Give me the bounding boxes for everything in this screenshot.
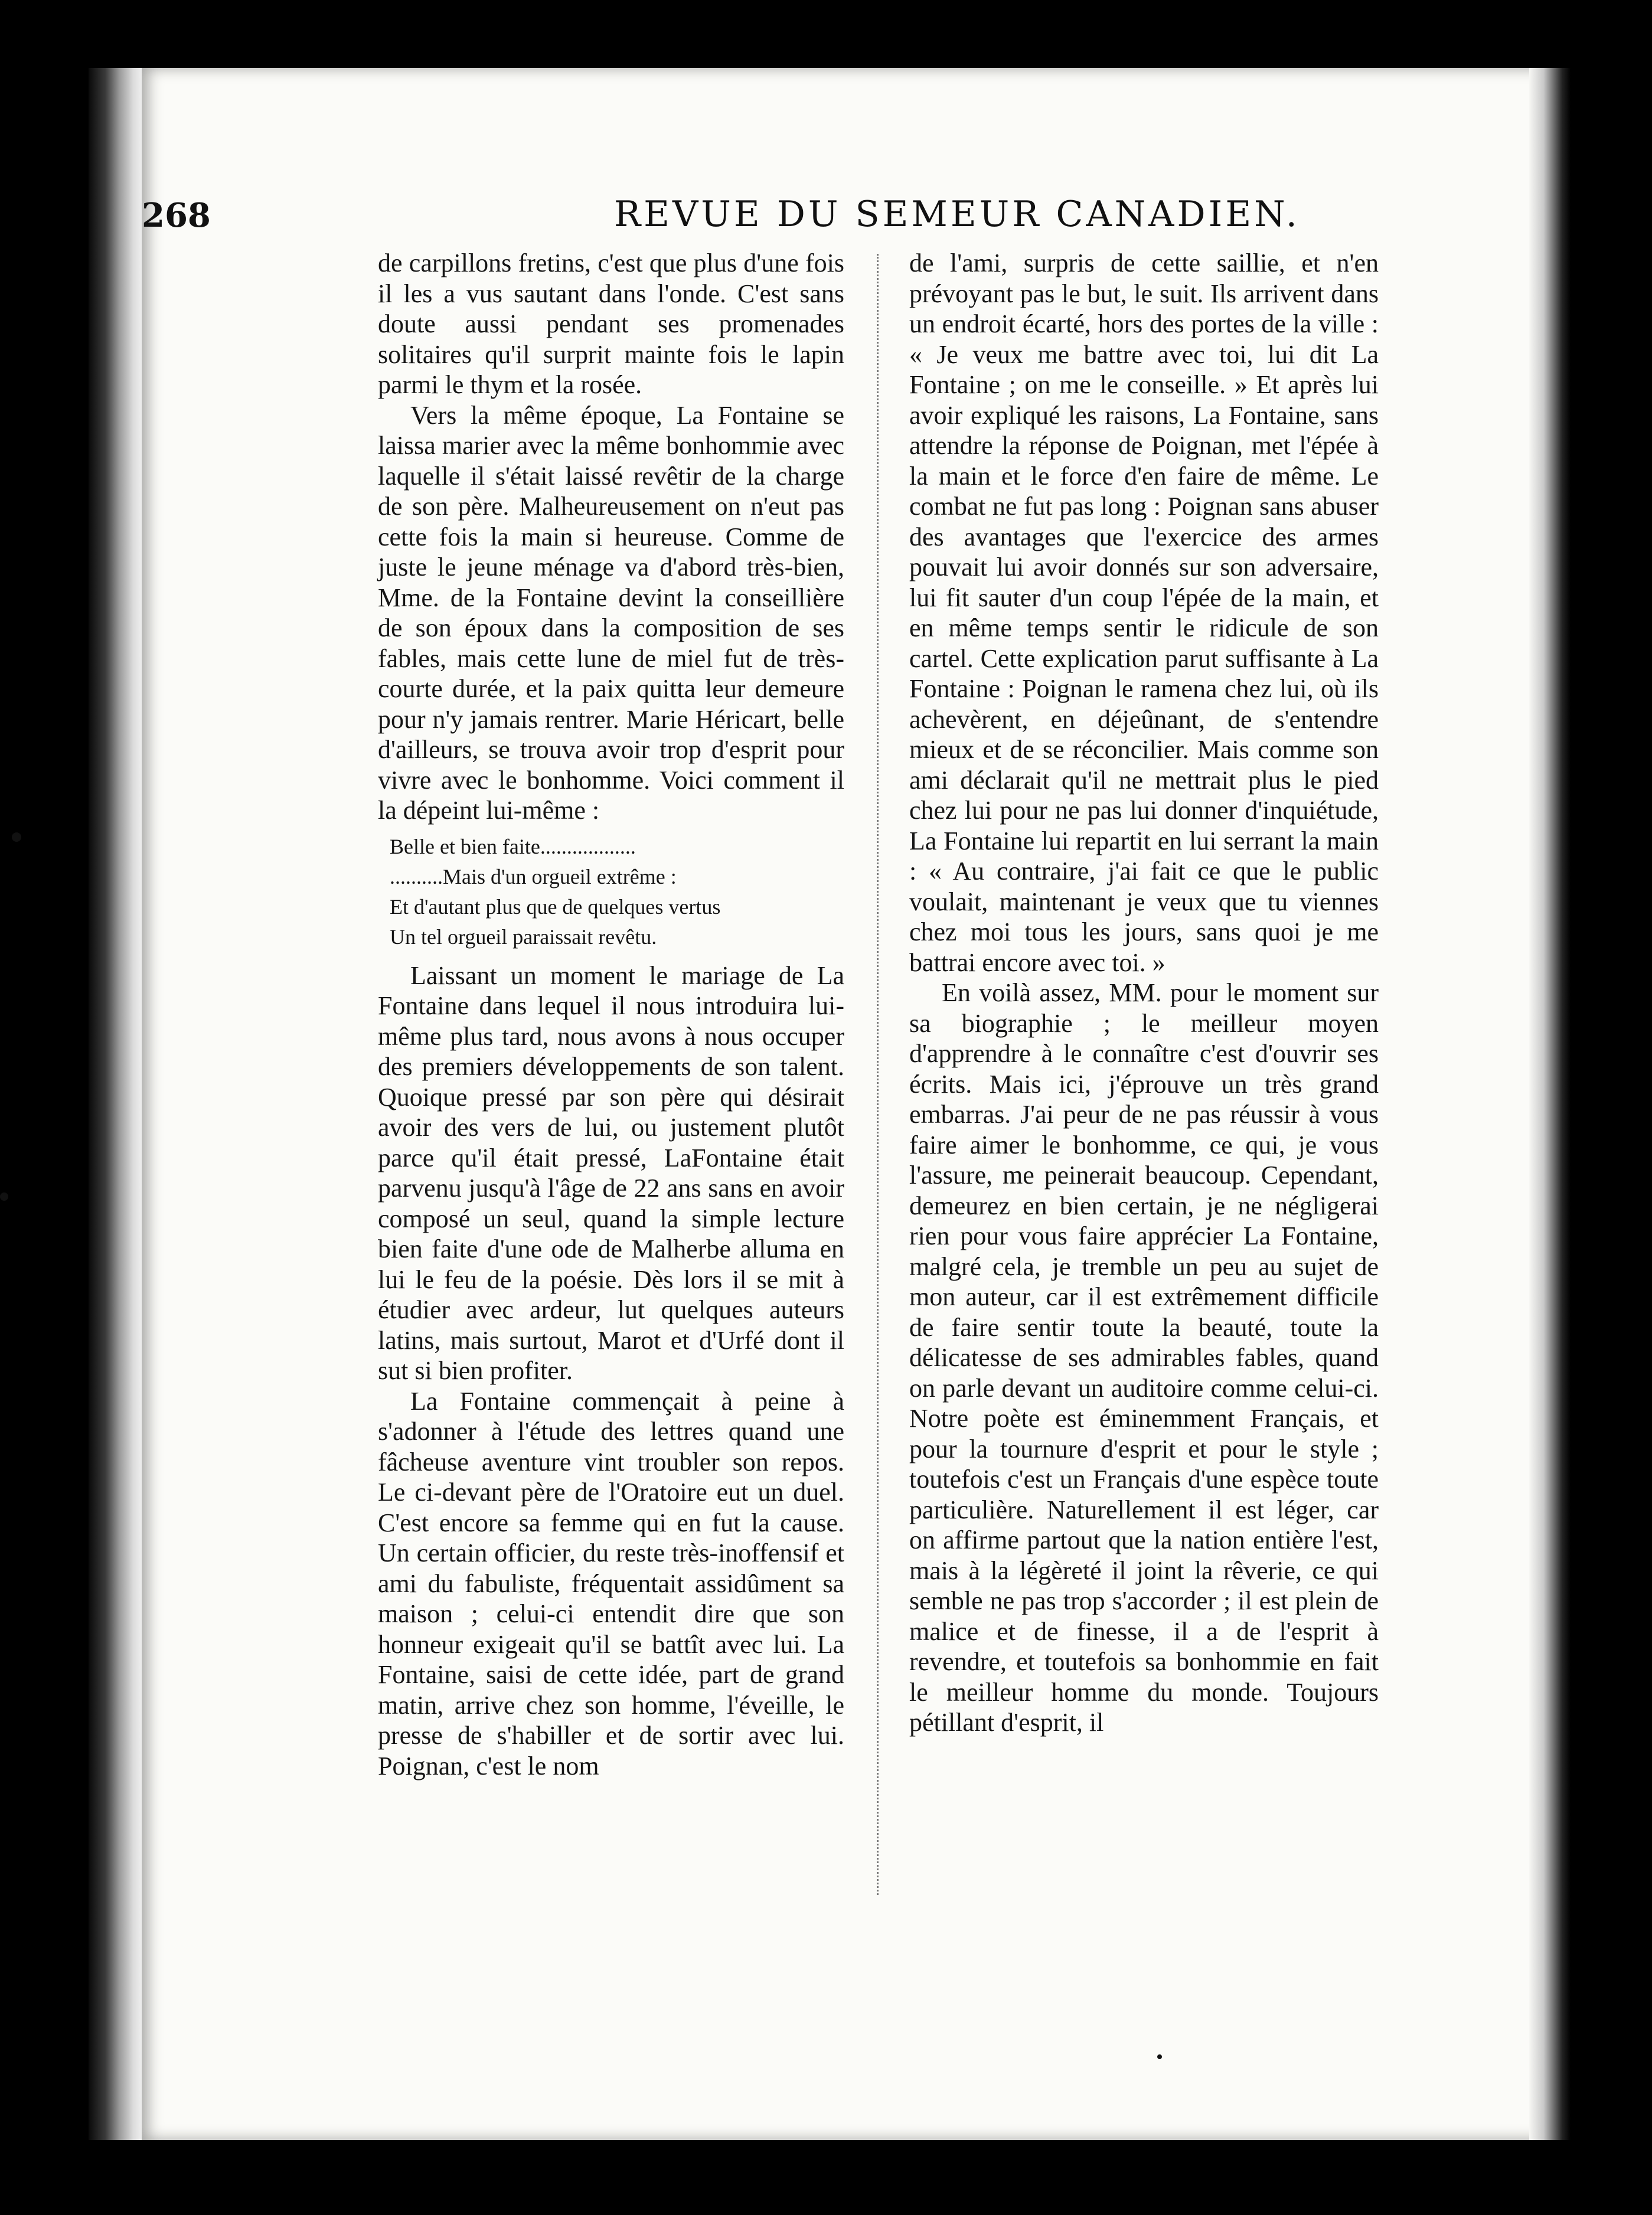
column-divider <box>877 254 880 1895</box>
scan-speck <box>1157 2054 1162 2059</box>
paragraph: La Fontaine commençait à peine à s'adonner à l'étude des lettres quand une fâcheuse aventure vint troubler son repos. Le ci-devant père de l'Oratoire eut un duel. C'est encore sa femme qui en fut la cause. Un certain officier, du reste très-inoffensif et ami du fabuliste, fréquentait assidûment sa maison ; celui-ci entendit dire que son honneur exigeait qu'il se battît avec lui. La Fontaine, saisi de cette idée, part de grand matin, arrive chez son homme, l'éveille, le presse de s'habiller et de sortir avec lui. Poignan, c'est le nom <box>378 1386 844 1781</box>
text-column-right <box>909 248 1379 1738</box>
paragraph: de l'ami, surpris de cette saillie, et n'en prévoyant pas le but, le suit. Ils arrivent dans un endroit écarté, hors des portes de la ville : « Je veux me battre avec toi, lui dit La Fontaine ; on me le conseille. » Et après lui avoir expliqué les raisons, La Fontaine, sans attendre la réponse de Poignan, met l'épée à la main et le force d'en faire de même. Le combat ne fut pas long : Poignan sans abuser des avantages que l'exercice des armes pouvait lui avoir donnés sur son adversaire, lui fit sauter d'un coup l'épée de la main, et en même temps sentir le ridicule de son cartel. Cette explication parut suffisante à La Fontaine : Poignan le ramena chez lui, où ils achevèrent, en déjeûnant, de s'entendre mieux et de se réconcilier. Mais comme son ami déclarait qu'il ne mettrait plus le pied chez lui pour ne pas lui donner d'inquiétude, La Fontaine lui repartit en lui serrant la main : « Au contraire, j'ai fait ce que le public voulait, maintenant je veux que tu viennes chez moi tous les jours, sans quoi je me battrai encore avec toi. » <box>909 249 1379 977</box>
journal-title: REVUE DU SEMEUR CANADIEN. <box>614 194 1300 235</box>
verse-line: ..........Mais d'un orgueil extrême : <box>390 864 677 888</box>
scan-left-margin <box>89 68 145 2140</box>
verse-line: Et d'autant plus que de quelques vertus <box>390 894 721 919</box>
verse-quote <box>390 832 844 952</box>
paragraph: de carpillons fretins, c'est que plus d'une fois il les a vus sautant dans l'onde. C'est sans doute aussi pendant ses promenades solitaires qu'il surprit mainte fois le lapin parmi le thym et la rosée. <box>378 249 844 399</box>
paragraph: Laissant un moment le mariage de La Fontaine dans lequel il nous introduira lui-même plus tard, nous avons à nous occuper des premiers développements de son talent. Quoique pressé par son père qui désirait avoir des vers de lui, ou justement plutôt parce qu'il était pressé, LaFontaine était parvenu jusqu'à l'âge de 22 ans sans en avoir composé un seul, quand la simple lecture bien faite d'une ode de Malherbe alluma en lui le feu de la poésie. Dès lors il se mit à étudier avec ardeur, lut quelques auteurs latins, mais surtout, Marot et d'Urfé dont il sut si bien profiter. <box>378 961 844 1385</box>
scan-speck <box>12 832 21 842</box>
page-number: 268 <box>142 196 211 235</box>
scan-speck <box>0 1193 8 1201</box>
text-column-left <box>378 248 844 1781</box>
paragraph: Vers la même époque, La Fontaine se laissa marier avec la même bonhommie avec laquelle il s'était laissé revêtir de la charge de son père. Malheureusement on n'eut pas cette fois la main si heureuse. Comme de juste le jeune ménage va d'abord très-bien, Mme. de la Fontaine devint la conseillière de son époux dans la composition de ses fables, mais cette lune de miel fut de très-courte durée, et la paix quitta leur demeure pour n'y jamais rentrer. Marie Héricart, belle d'ailleurs, se trouva avoir trop d'esprit pour vivre avec le bonhomme. Voici comment il la dépeint lui-même : <box>378 400 844 825</box>
verse-line: Belle et bien faite.................. <box>390 834 636 858</box>
paragraph: En voilà assez, MM. pour le moment sur sa biographie ; le meilleur moyen d'apprendre à le connaître c'est d'ouvrir ses écrits. Mais ici, j'éprouve un très grand embarras. J'ai peur de ne pas réussir à vous faire aimer le bonhomme, ce qui, je vous l'assure, me peinerait beaucoup. Cependant, demeurez en bien certain, je ne négligerai rien pour vous faire apprécier La Fontaine, malgré cela, je tremble un peu au sujet de mon auteur, car il est extrêmement difficile de faire sentir toute la beauté, toute la délicatesse de ses admirables fables, quand on parle devant un auditoire comme celui-ci. Notre poète est éminemment Français, et pour la tournure d'esprit et pour le style ; toutefois c'est un Français d'une espèce toute particulière. Naturellement il est léger, car on affirme partout que la nation entière l'est, mais à la légèreté il joint la rêverie, ce qui semble ne pas trop s'accorder ; il est plein de malice et de finesse, il a de l'esprit à revendre, et toutefois sa bonhommie en fait le meilleur homme du monde. Toujours pétillant d'esprit, il <box>909 978 1379 1737</box>
verse-line: Un tel orgueil paraissait revêtu. <box>390 924 657 949</box>
scan-right-margin <box>1529 68 1571 2140</box>
